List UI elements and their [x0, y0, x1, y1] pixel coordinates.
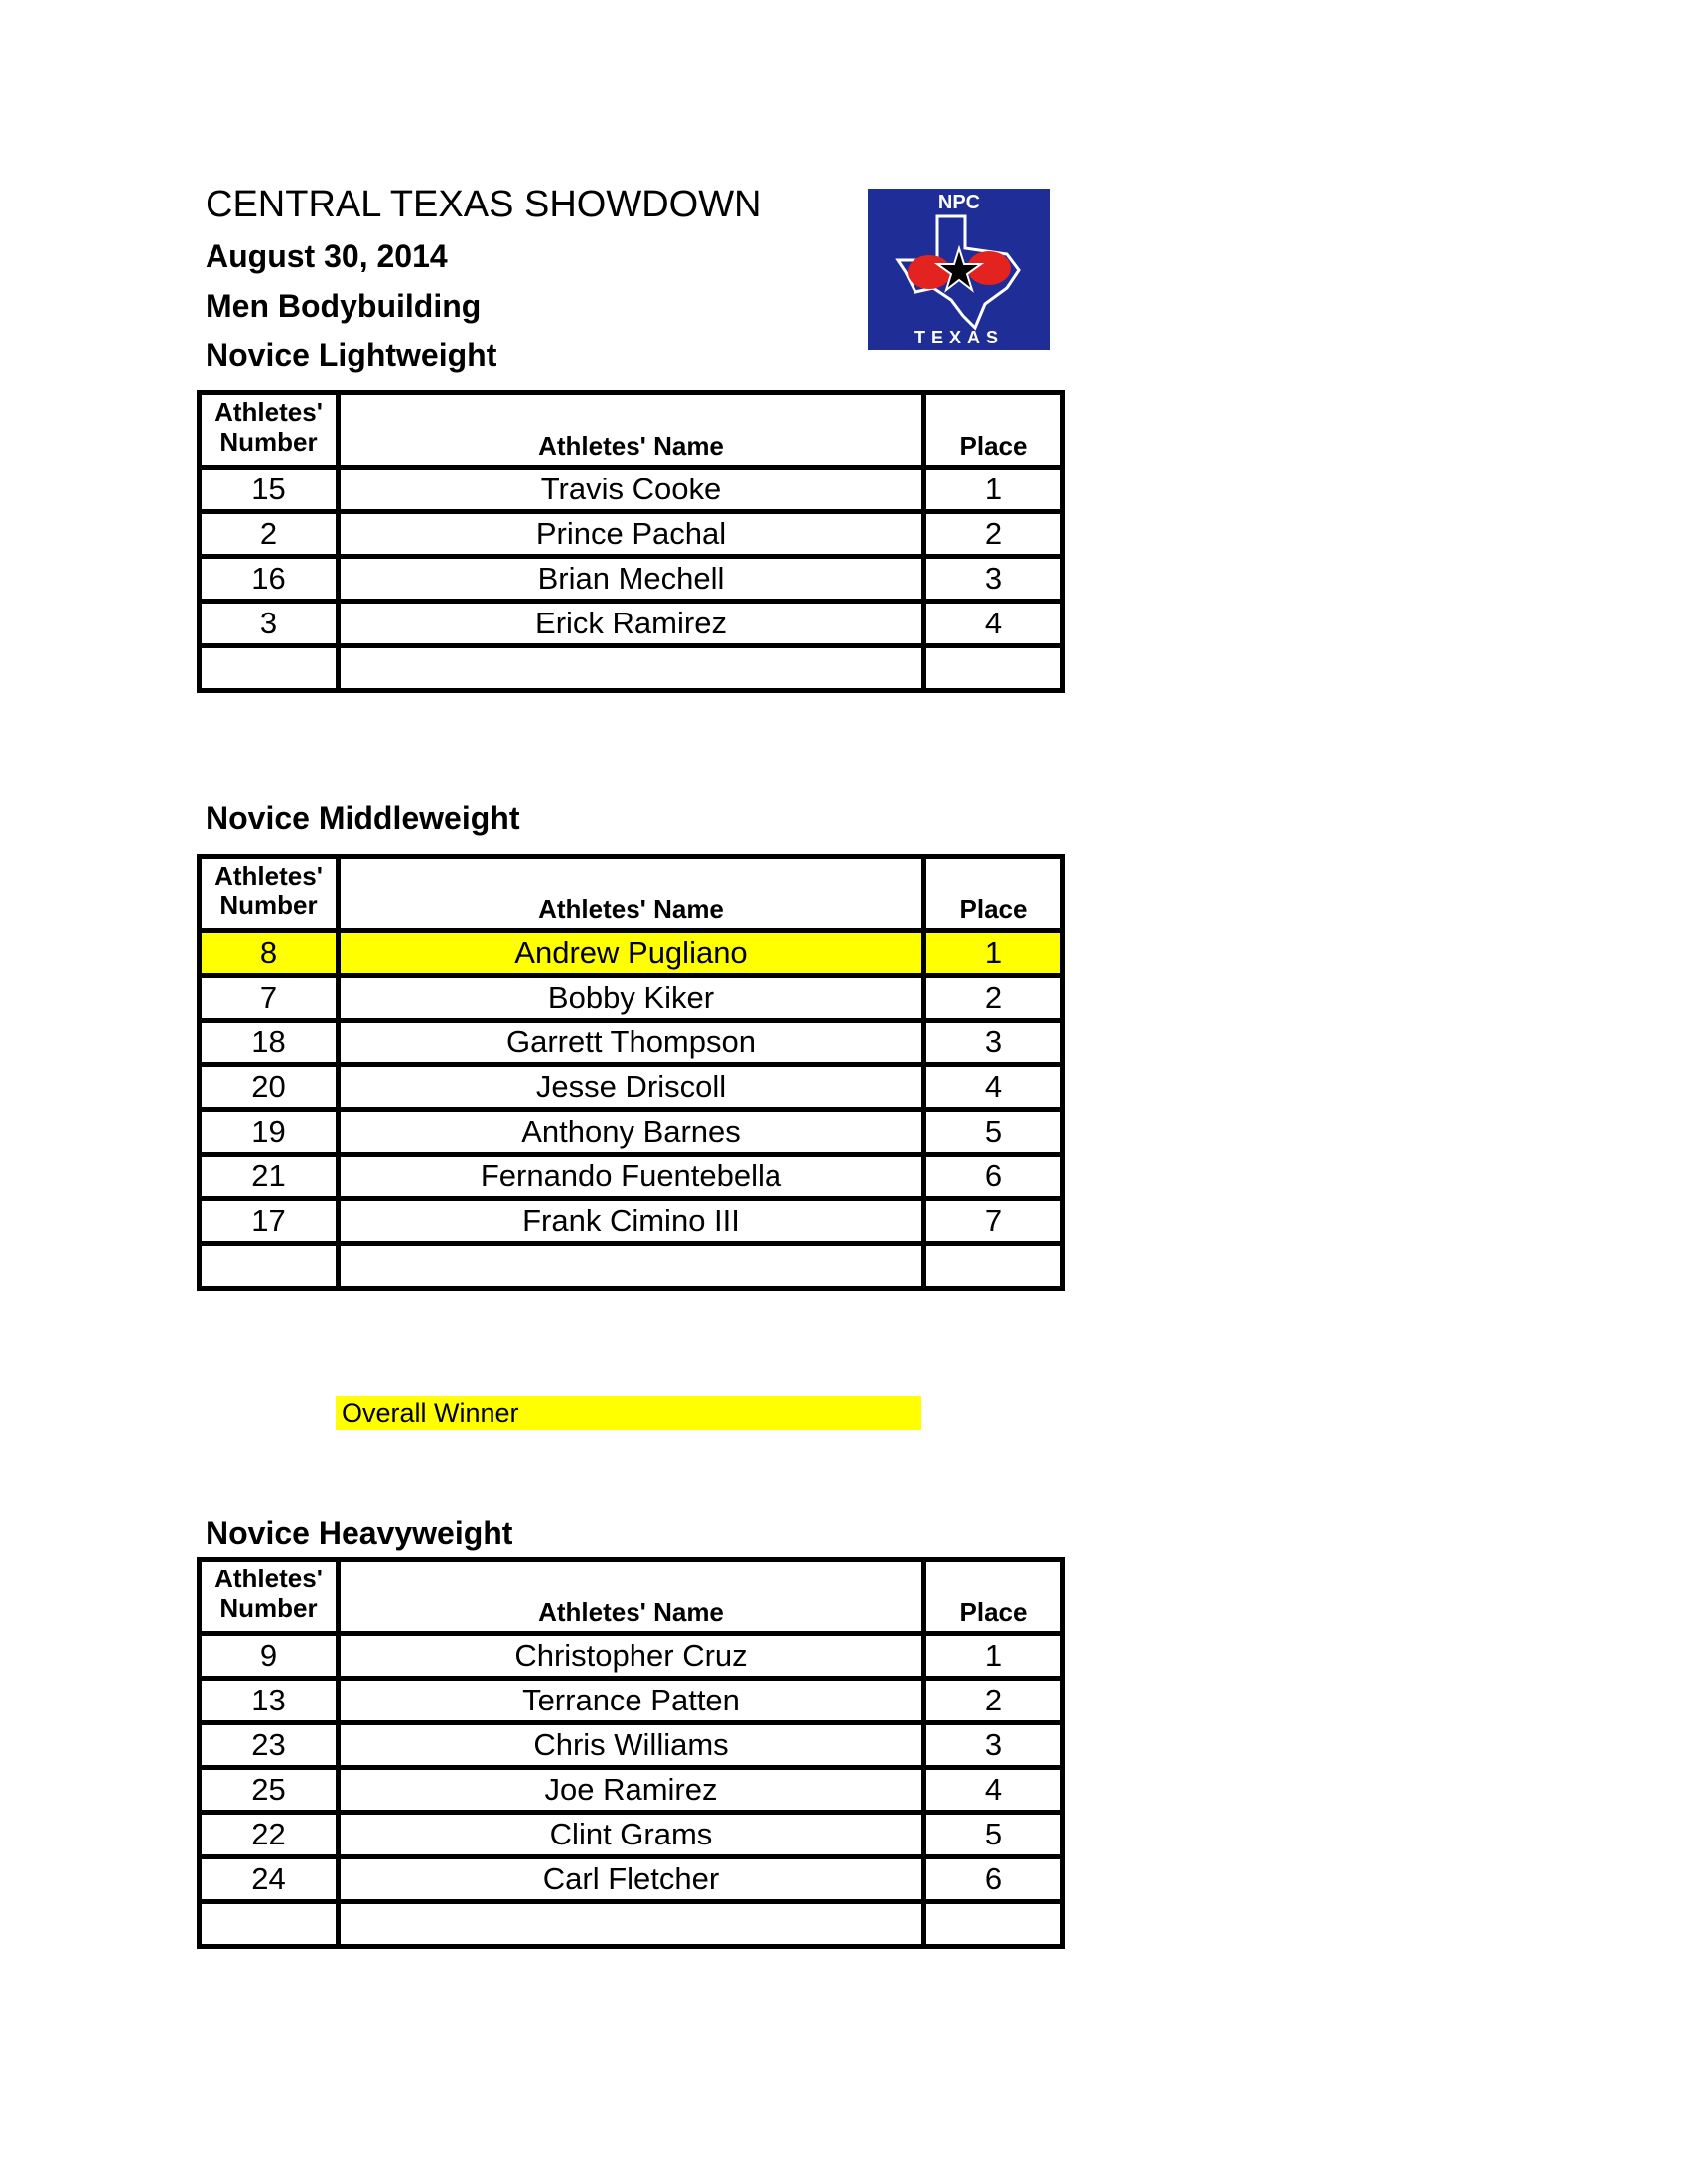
athlete-place — [924, 646, 1063, 691]
column-header-name: Athletes' Name — [339, 857, 924, 931]
athlete-name: Brian Mechell — [339, 557, 924, 602]
athlete-name: Clint Grams — [339, 1813, 924, 1857]
column-header-place: Place — [924, 1560, 1063, 1634]
column-header-number: Athletes' Number — [200, 857, 339, 931]
athlete-place: 4 — [924, 1768, 1063, 1813]
athlete-number: 19 — [200, 1110, 339, 1155]
athlete-name — [339, 1244, 924, 1289]
athlete-name — [339, 646, 924, 691]
results-table-heavyweight — [197, 1557, 1065, 1949]
athlete-number: 3 — [200, 602, 339, 646]
logo-texas-text: TEXAS — [914, 328, 1005, 347]
boxing-glove-left-icon — [908, 255, 951, 289]
column-header-place: Place — [924, 857, 1063, 931]
athlete-number: 2 — [200, 512, 339, 557]
athlete-place: 2 — [924, 976, 1063, 1021]
results-table-middleweight — [197, 854, 1065, 1291]
athlete-place: 3 — [924, 1021, 1063, 1065]
athlete-name: Joe Ramirez — [339, 1768, 924, 1813]
table-header-row — [200, 857, 1063, 931]
column-header-name: Athletes' Name — [339, 1560, 924, 1634]
athlete-place: 3 — [924, 557, 1063, 602]
athlete-place: 6 — [924, 1155, 1063, 1199]
athlete-place: 5 — [924, 1110, 1063, 1155]
athlete-number: 16 — [200, 557, 339, 602]
table-row — [200, 1768, 1063, 1813]
table-row-empty — [200, 1244, 1063, 1289]
athlete-name: Bobby Kiker — [339, 976, 924, 1021]
table-row — [200, 468, 1063, 512]
athlete-place: 4 — [924, 602, 1063, 646]
athlete-name — [339, 1902, 924, 1947]
athlete-number: 7 — [200, 976, 339, 1021]
athlete-place: 1 — [924, 931, 1063, 976]
athlete-number: 23 — [200, 1723, 339, 1768]
table-row — [200, 1065, 1063, 1110]
athlete-place: 1 — [924, 1634, 1063, 1679]
table-row-empty — [200, 646, 1063, 691]
athlete-number: 8 — [200, 931, 339, 976]
athlete-number — [200, 1244, 339, 1289]
division-title: Men Bodybuilding — [206, 288, 482, 324]
athlete-number: 15 — [200, 468, 339, 512]
athlete-name: Andrew Pugliano — [339, 931, 924, 976]
table-row — [200, 1110, 1063, 1155]
athlete-place: 1 — [924, 468, 1063, 512]
table-row — [200, 976, 1063, 1021]
results-table-lightweight — [197, 390, 1065, 693]
column-header-place: Place — [924, 393, 1063, 468]
table-row — [200, 1679, 1063, 1723]
table-row — [200, 557, 1063, 602]
column-header-number: Athletes' Number — [200, 393, 339, 468]
athlete-number: 9 — [200, 1634, 339, 1679]
athlete-place: 4 — [924, 1065, 1063, 1110]
overall-winner-legend: Overall Winner — [336, 1396, 921, 1430]
athlete-name: Chris Williams — [339, 1723, 924, 1768]
athlete-name: Terrance Patten — [339, 1679, 924, 1723]
athlete-number: 20 — [200, 1065, 339, 1110]
athlete-name: Prince Pachal — [339, 512, 924, 557]
athlete-number — [200, 646, 339, 691]
athlete-name: Travis Cooke — [339, 468, 924, 512]
athlete-name: Fernando Fuentebella — [339, 1155, 924, 1199]
athlete-place: 2 — [924, 1679, 1063, 1723]
column-header-name: Athletes' Name — [339, 393, 924, 468]
table-row — [200, 1634, 1063, 1679]
table-row — [200, 1857, 1063, 1902]
athlete-place: 3 — [924, 1723, 1063, 1768]
table-row — [200, 1199, 1063, 1244]
document-title: CENTRAL TEXAS SHOWDOWN — [206, 184, 762, 225]
athlete-number — [200, 1902, 339, 1947]
athlete-number: 21 — [200, 1155, 339, 1199]
athlete-name: Jesse Driscoll — [339, 1065, 924, 1110]
athlete-number: 24 — [200, 1857, 339, 1902]
athlete-number: 22 — [200, 1813, 339, 1857]
athlete-number: 18 — [200, 1021, 339, 1065]
section-title-heavyweight: Novice Heavyweight — [206, 1515, 513, 1551]
table-header-row — [200, 393, 1063, 468]
athlete-name: Erick Ramirez — [339, 602, 924, 646]
athlete-name: Carl Fletcher — [339, 1857, 924, 1902]
table-row — [200, 1021, 1063, 1065]
table-row — [200, 1813, 1063, 1857]
athlete-name: Anthony Barnes — [339, 1110, 924, 1155]
athlete-name: Frank Cimino III — [339, 1199, 924, 1244]
logo-npc-text: NPC — [937, 192, 981, 213]
column-header-number: Athletes' Number — [200, 1560, 339, 1634]
table-header-row — [200, 1560, 1063, 1634]
table-row — [200, 512, 1063, 557]
table-row — [200, 1155, 1063, 1199]
section-title-lightweight: Novice Lightweight — [206, 338, 497, 373]
table-row — [200, 1723, 1063, 1768]
section-title-middleweight: Novice Middleweight — [206, 800, 520, 836]
athlete-place — [924, 1902, 1063, 1947]
event-date: August 30, 2014 — [206, 238, 448, 274]
athlete-name: Garrett Thompson — [339, 1021, 924, 1065]
table-row-empty — [200, 1902, 1063, 1947]
athlete-number: 25 — [200, 1768, 339, 1813]
table-row — [200, 602, 1063, 646]
athlete-place: 7 — [924, 1199, 1063, 1244]
table-row-overall-winner — [200, 931, 1063, 976]
athlete-place: 2 — [924, 512, 1063, 557]
athlete-number: 13 — [200, 1679, 339, 1723]
athlete-place — [924, 1244, 1063, 1289]
athlete-place: 6 — [924, 1857, 1063, 1902]
athlete-name: Christopher Cruz — [339, 1634, 924, 1679]
athlete-number: 17 — [200, 1199, 339, 1244]
athlete-place: 5 — [924, 1813, 1063, 1857]
npc-texas-logo — [868, 189, 1050, 350]
